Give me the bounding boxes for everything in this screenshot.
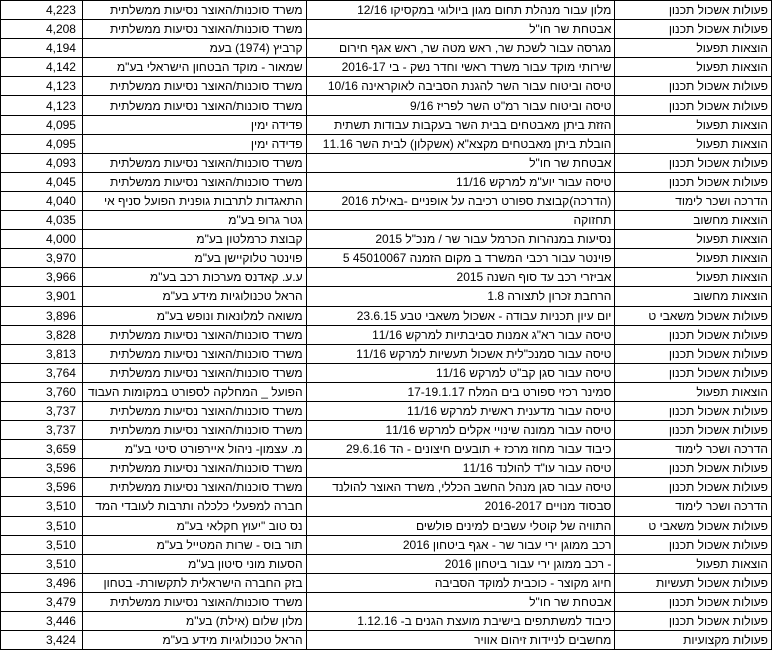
- description-cell[interactable]: אבטחת שר חו"ל: [306, 153, 615, 172]
- description-cell[interactable]: אביזרי רכב עד סוף השנה 2015: [306, 268, 615, 287]
- supplier-cell[interactable]: קרביץ (1974) בעמ: [82, 39, 306, 58]
- amount-cell[interactable]: 3,596: [1, 478, 83, 497]
- category-cell[interactable]: הוצאות תפעול: [615, 230, 772, 249]
- supplier-cell[interactable]: משרד סוכנות/האוצר נסיעות ממשלתית: [82, 77, 306, 96]
- description-cell[interactable]: פוינטר עבור רכבי המשרד ב מקום הזמנה 45010067 5: [306, 249, 615, 268]
- table-row: [1, 325, 772, 344]
- table-row: [1, 249, 772, 268]
- table-row: [1, 20, 772, 39]
- description-cell[interactable]: מחשבים לניידות זיהום אוויר: [306, 631, 615, 650]
- supplier-cell[interactable]: משרד סוכנות/האוצר נסיעות ממשלתית: [82, 478, 306, 497]
- category-cell[interactable]: פעולות אשכול תכנון: [615, 77, 772, 96]
- table-row: [1, 58, 772, 77]
- supplier-cell[interactable]: חברה למפעלי כלכלה ותרבות לעובדי המד: [82, 497, 306, 516]
- amount-cell[interactable]: 4,223: [1, 1, 83, 20]
- category-cell[interactable]: פעולות אשכול תכנון: [615, 612, 772, 631]
- description-cell[interactable]: התוויה של קוטלי עשבים למינים פולשים: [306, 516, 615, 535]
- category-cell[interactable]: הוצאות תפעול: [615, 382, 772, 401]
- amount-cell[interactable]: 3,737: [1, 421, 83, 440]
- amount-cell[interactable]: 3,813: [1, 344, 83, 363]
- category-cell[interactable]: הוצאות תפעול: [615, 115, 772, 134]
- table-row: [1, 592, 772, 611]
- table-row: [1, 39, 772, 58]
- amount-cell[interactable]: 3,424: [1, 631, 83, 650]
- supplier-cell[interactable]: התאגדות לתרבות גופנית הפועל סניף אי: [82, 191, 306, 210]
- description-cell[interactable]: מגרסה עבור לשכת שר, ראש מטה שר, ראש אגף חירום: [306, 39, 615, 58]
- amount-cell[interactable]: 3,596: [1, 459, 83, 478]
- supplier-cell[interactable]: משרד סוכנות/האוצר נסיעות ממשלתית: [82, 363, 306, 382]
- table-row: [1, 478, 772, 497]
- supplier-cell[interactable]: ע.ע. קאדנס מערכות רכב בע"מ: [82, 268, 306, 287]
- table-row: [1, 191, 772, 210]
- amount-cell[interactable]: 3,510: [1, 516, 83, 535]
- description-cell[interactable]: טיסה עבור סמנכ"לית אשכול תעשיות למרקש 11/16: [306, 344, 615, 363]
- description-cell[interactable]: כיבוד למשתתפים בישיבת מועצת הגנים ב- 1.12.16: [306, 612, 615, 631]
- amount-cell[interactable]: 3,760: [1, 382, 83, 401]
- supplier-cell[interactable]: משרד סוכנות/האוצר נסיעות ממשלתית: [82, 172, 306, 191]
- supplier-cell[interactable]: פדידה ימין: [82, 134, 306, 153]
- amount-cell[interactable]: 3,966: [1, 268, 83, 287]
- category-cell[interactable]: פעולות אשכול תעשיות: [615, 573, 772, 592]
- description-cell[interactable]: טיסה עבור סגן מנהל החשב הכללי, משרד האוצר להולנד: [306, 478, 615, 497]
- category-cell[interactable]: פעולות אשכול תכנון: [615, 421, 772, 440]
- category-cell[interactable]: פעולות מקצועיות: [615, 631, 772, 650]
- amount-cell[interactable]: 3,764: [1, 363, 83, 382]
- description-cell[interactable]: טיסה עבור ממונה שינויי אקלים למרקש 11/16: [306, 421, 615, 440]
- supplier-cell[interactable]: נס טוב "יעוץ חקלאי בע"מ: [82, 516, 306, 535]
- table-row: [1, 268, 772, 287]
- amount-cell[interactable]: 4,045: [1, 172, 83, 191]
- supplier-cell[interactable]: הראל טכנולוגיות מידע בע"מ: [82, 631, 306, 650]
- table-row: [1, 516, 772, 535]
- description-cell[interactable]: טיסה וביטוח עבור רמ"ט השר לפריז 9/16: [306, 96, 615, 115]
- description-cell[interactable]: הובלת ביתן מאבטחים מקצא"א (אשקלון) לבית השר 11.16: [306, 134, 615, 153]
- supplier-cell[interactable]: מ. עצמון- ניהול איירפורט סיטי בע"מ: [82, 440, 306, 459]
- supplier-cell[interactable]: משרד סוכנות/האוצר נסיעות ממשלתית: [82, 325, 306, 344]
- amount-cell[interactable]: 3,446: [1, 612, 83, 631]
- table-row: [1, 172, 772, 191]
- category-cell[interactable]: הדרכה ושכר לימוד: [615, 440, 772, 459]
- supplier-cell[interactable]: משרד סוכנות/האוצר נסיעות ממשלתית: [82, 96, 306, 115]
- table-row: [1, 115, 772, 134]
- table-row: [1, 440, 772, 459]
- supplier-cell[interactable]: גטר גרופ בע"מ: [82, 211, 306, 230]
- supplier-cell[interactable]: משרד סוכנות/האוצר נסיעות ממשלתית: [82, 421, 306, 440]
- description-cell[interactable]: הרחבת זכרון לתצורה 1.8: [306, 287, 615, 306]
- amount-cell[interactable]: 3,896: [1, 306, 83, 325]
- table-row: [1, 535, 772, 554]
- table-row: [1, 554, 772, 573]
- supplier-cell[interactable]: הסעות מוני סיטון בע"מ: [82, 554, 306, 573]
- amount-cell[interactable]: 3,659: [1, 440, 83, 459]
- category-cell[interactable]: הוצאות מחשוב: [615, 211, 772, 230]
- category-cell[interactable]: פעולות אשכול תכנון: [615, 153, 772, 172]
- amount-cell[interactable]: 4,194: [1, 39, 83, 58]
- supplier-cell[interactable]: הראל טכנולוגיות מידע בע"מ: [82, 287, 306, 306]
- table-row: [1, 421, 772, 440]
- table-row: [1, 459, 772, 478]
- table-row: [1, 382, 772, 401]
- category-cell[interactable]: פעולות אשכול משאבי ט: [615, 306, 772, 325]
- table-row: [1, 287, 772, 306]
- category-cell[interactable]: פעולות אשכול תכנון: [615, 96, 772, 115]
- table-row: [1, 96, 772, 115]
- description-cell[interactable]: סמינר רכזי ספורט בים המלח 17-19.1.17: [306, 382, 615, 401]
- supplier-cell[interactable]: משרד סוכנות/האוצר נסיעות ממשלתית: [82, 344, 306, 363]
- supplier-cell[interactable]: פדידה ימין: [82, 115, 306, 134]
- supplier-cell[interactable]: משרד סוכנות/האוצר נסיעות ממשלתית: [82, 459, 306, 478]
- category-cell[interactable]: פעולות אשכול תכנון: [615, 459, 772, 478]
- supplier-cell[interactable]: משואה למלונאות ונופש בע"מ: [82, 306, 306, 325]
- amount-cell[interactable]: 4,095: [1, 134, 83, 153]
- description-cell[interactable]: סבסוד מנויים 2016-2017: [306, 497, 615, 516]
- description-cell[interactable]: - רכב ממוגן ירי עבור ביטחון 2016: [306, 554, 615, 573]
- amount-cell[interactable]: 3,828: [1, 325, 83, 344]
- amount-cell[interactable]: 4,142: [1, 58, 83, 77]
- supplier-cell[interactable]: שמאור - מוקד הבטחון הישראלי בע"מ: [82, 58, 306, 77]
- category-cell[interactable]: הוצאות תפעול: [615, 554, 772, 573]
- category-cell[interactable]: הדרכה ושכר לימוד: [615, 191, 772, 210]
- description-cell[interactable]: חיוג מקוצר - כוכבית למוקד הסביבה: [306, 573, 615, 592]
- supplier-cell[interactable]: משרד סוכנות/האוצר נסיעות ממשלתית: [82, 401, 306, 420]
- description-cell[interactable]: טיסה וביטוח עבור השר להגנת הסביבה לאוקראינה 10/16: [306, 77, 615, 96]
- table-row: [1, 344, 772, 363]
- amount-cell[interactable]: 4,095: [1, 115, 83, 134]
- description-cell[interactable]: טיסה עבור עו"ד להולנד 11/16: [306, 459, 615, 478]
- description-cell[interactable]: תחזוקה: [306, 211, 615, 230]
- category-cell[interactable]: פעולות אשכול תכנון: [615, 401, 772, 420]
- supplier-cell[interactable]: משרד סוכנות/האוצר נסיעות ממשלתית: [82, 592, 306, 611]
- table-row: [1, 211, 772, 230]
- amount-cell[interactable]: 4,040: [1, 191, 83, 210]
- supplier-cell[interactable]: משרד סוכנות/האוצר נסיעות ממשלתית: [82, 153, 306, 172]
- category-cell[interactable]: הוצאות תפעול: [615, 39, 772, 58]
- supplier-cell[interactable]: הפועל _ המחלקה לספורט במקומות העבוד: [82, 382, 306, 401]
- amount-cell[interactable]: 3,970: [1, 249, 83, 268]
- category-cell[interactable]: הוצאות תפעול: [615, 249, 772, 268]
- category-cell[interactable]: הוצאות תפעול: [615, 134, 772, 153]
- table-body: [1, 1, 772, 650]
- description-cell[interactable]: רכב ממוגן ירי עבור שר - אגף ביטחון 2016: [306, 535, 615, 554]
- table-row: [1, 573, 772, 592]
- category-cell[interactable]: פעולות אשכול תכנון: [615, 535, 772, 554]
- supplier-cell[interactable]: משרד סוכנות/האוצר נסיעות ממשלתית: [82, 20, 306, 39]
- amount-cell[interactable]: 3,510: [1, 497, 83, 516]
- table-row: [1, 77, 772, 96]
- table-row: [1, 1, 772, 20]
- category-cell[interactable]: פעולות אשכול תכנון: [615, 1, 772, 20]
- amount-cell[interactable]: 4,123: [1, 96, 83, 115]
- amount-cell[interactable]: 3,510: [1, 554, 83, 573]
- amount-cell[interactable]: 3,510: [1, 535, 83, 554]
- amount-cell[interactable]: 4,000: [1, 230, 83, 249]
- category-cell[interactable]: פעולות אשכול תכנון: [615, 172, 772, 191]
- category-cell[interactable]: פעולות אשכול תכנון: [615, 363, 772, 382]
- category-cell[interactable]: פעולות אשכול תכנון: [615, 20, 772, 39]
- description-cell[interactable]: מלון עבור מנהלת תחום מגון ביולוגי במקסיקו 12/16: [306, 1, 615, 20]
- supplier-cell[interactable]: קבוצת כרמלטון בע"מ: [82, 230, 306, 249]
- supplier-cell[interactable]: משרד סוכנות/האוצר נסיעות ממשלתית: [82, 1, 306, 20]
- category-cell[interactable]: הוצאות מחשוב: [615, 287, 772, 306]
- amount-cell[interactable]: 4,093: [1, 153, 83, 172]
- description-cell[interactable]: טיסה עבור סגן קב"ט למרקש 11/16: [306, 363, 615, 382]
- supplier-cell[interactable]: פוינטר טלוקיישן בע"מ: [82, 249, 306, 268]
- description-cell[interactable]: אבטחת שר חו"ל: [306, 592, 615, 611]
- description-cell[interactable]: יום עיון תכניות עבודה - אשכול משאבי טבע 23.6.15: [306, 306, 615, 325]
- supplier-cell[interactable]: תור בוס - שרות המטייל בע"מ: [82, 535, 306, 554]
- table-row: [1, 363, 772, 382]
- description-cell[interactable]: נסיעות במנהרות הכרמל עבור שר / מנכ"ל 2015: [306, 230, 615, 249]
- amount-cell[interactable]: 3,737: [1, 401, 83, 420]
- amount-cell[interactable]: 3,496: [1, 573, 83, 592]
- category-cell[interactable]: פעולות אשכול תכנון: [615, 592, 772, 611]
- table-row: [1, 134, 772, 153]
- table-row: [1, 153, 772, 172]
- category-cell[interactable]: פעולות אשכול תכנון: [615, 344, 772, 363]
- description-cell[interactable]: (הדרכה)קבוצת ספורט רכיבה על אופניים -באילת 2016: [306, 191, 615, 210]
- category-cell[interactable]: הוצאות תפעול: [615, 58, 772, 77]
- table-row: [1, 230, 772, 249]
- category-cell[interactable]: פעולות אשכול תכנון: [615, 478, 772, 497]
- table-row: [1, 401, 772, 420]
- description-cell[interactable]: טיסה עבור רא"ג אמנות סביבתיות למרקש 11/16: [306, 325, 615, 344]
- supplier-cell[interactable]: מלון שלום (אילת) בע"מ: [82, 612, 306, 631]
- amount-cell[interactable]: 4,123: [1, 77, 83, 96]
- amount-cell[interactable]: 4,035: [1, 211, 83, 230]
- table-row: [1, 306, 772, 325]
- category-cell[interactable]: פעולות אשכול תכנון: [615, 325, 772, 344]
- description-cell[interactable]: טיסה עבור יוע"מ למרקש 11/16: [306, 172, 615, 191]
- category-cell[interactable]: הדרכה ושכר לימוד: [615, 497, 772, 516]
- table-row: [1, 497, 772, 516]
- amount-cell[interactable]: 3,901: [1, 287, 83, 306]
- description-cell[interactable]: כיבוד עבור מחוז מרכז + תובעים חיצונים - הד 29.6.16: [306, 440, 615, 459]
- description-cell[interactable]: טיסה עבור מדענית ראשית למרקש 11/16: [306, 401, 615, 420]
- category-cell[interactable]: פעולות אשכול משאבי ט: [615, 516, 772, 535]
- amount-cell[interactable]: 4,208: [1, 20, 83, 39]
- amount-cell[interactable]: 3,479: [1, 592, 83, 611]
- description-cell[interactable]: שירותי מוקד עבור משרד ראשי וחדר נשק - בי 2016-17: [306, 58, 615, 77]
- table-row: [1, 612, 772, 631]
- description-cell[interactable]: אבטחת שר חו"ל: [306, 20, 615, 39]
- supplier-cell[interactable]: בזק החברה הישראלית לתקשורת- בטחון: [82, 573, 306, 592]
- category-cell[interactable]: הוצאות תפעול: [615, 268, 772, 287]
- description-cell[interactable]: הזזת ביתן מאבטחים בבית השר בעקבות עבודות תשתית: [306, 115, 615, 134]
